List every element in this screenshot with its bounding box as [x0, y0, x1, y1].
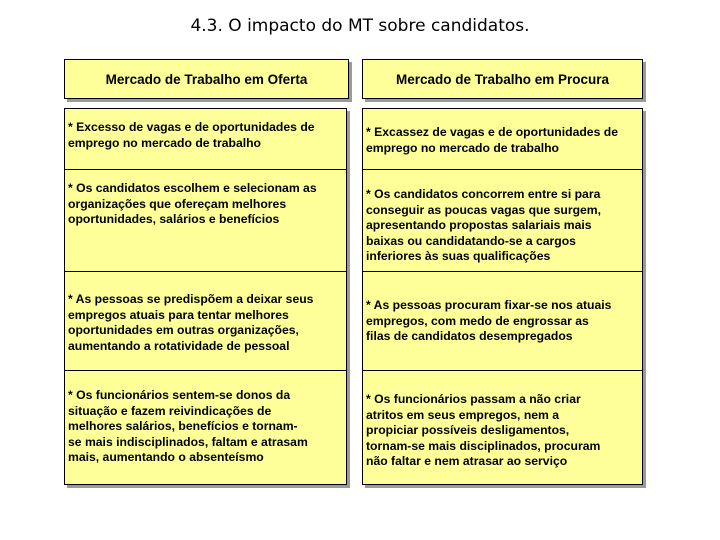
page-title: 4.3. O impacto do MT sobre candidatos. — [190, 16, 530, 36]
oferta-divider-1 — [65, 169, 346, 170]
procura-item-2: * Os candidatos concorrem entre si para conseguir as poucas vagas que surgem, apresentando propostas salariais mais baixas ou candidatando-se a cargos inferiores às suas qualificações — [366, 187, 602, 264]
procura-item-1: * Excassez de vagas e de oportunidades de emprego no mercado de trabalho — [366, 125, 618, 155]
oferta-item-2: * Os candidatos escolhem e selecionam as organizações que ofereçam melhores oportunidades, salários e benefícios — [68, 181, 317, 227]
table-oferta — [64, 108, 347, 485]
procura-divider-3 — [363, 370, 642, 371]
procura-item-3: * As pessoas procuram fixar-se nos atuais empregos, com medo de engrossar as filas de candidatos desempregados — [366, 298, 612, 344]
procura-divider-1 — [363, 169, 642, 170]
header-oferta — [64, 59, 349, 99]
oferta-divider-2 — [65, 271, 346, 272]
oferta-item-4: * Os funcionários sentem-se donos da situação e fazem reivindicações de melhores salários, benefícios e tornam- se mais indisciplinados, faltam e atrasam mais, aumentando o absenteísmo — [68, 388, 308, 465]
oferta-item-1: * Excesso de vagas e de oportunidades de emprego no mercado de trabalho — [68, 120, 315, 150]
oferta-item-3: * As pessoas se predispõem a deixar seus empregos atuais para tentar melhores oportunidades em outras organizações, aumentando a rotatividade de pessoal — [68, 292, 314, 353]
header-procura-label: Mercado de Trabalho em Procura — [395, 71, 610, 87]
header-oferta-label: Mercado de Trabalho em Oferta — [105, 71, 308, 87]
oferta-divider-3 — [65, 370, 346, 371]
header-procura — [362, 59, 643, 99]
procura-item-4: * Os funcionários passam a não criar atritos em seus empregos, nem a propiciar possíveis desligamentos, tornam-se mais disciplinados, procuram não faltar e nem atrasar ao serviço — [366, 392, 601, 469]
procura-divider-2 — [363, 271, 642, 272]
table-procura — [362, 108, 643, 485]
